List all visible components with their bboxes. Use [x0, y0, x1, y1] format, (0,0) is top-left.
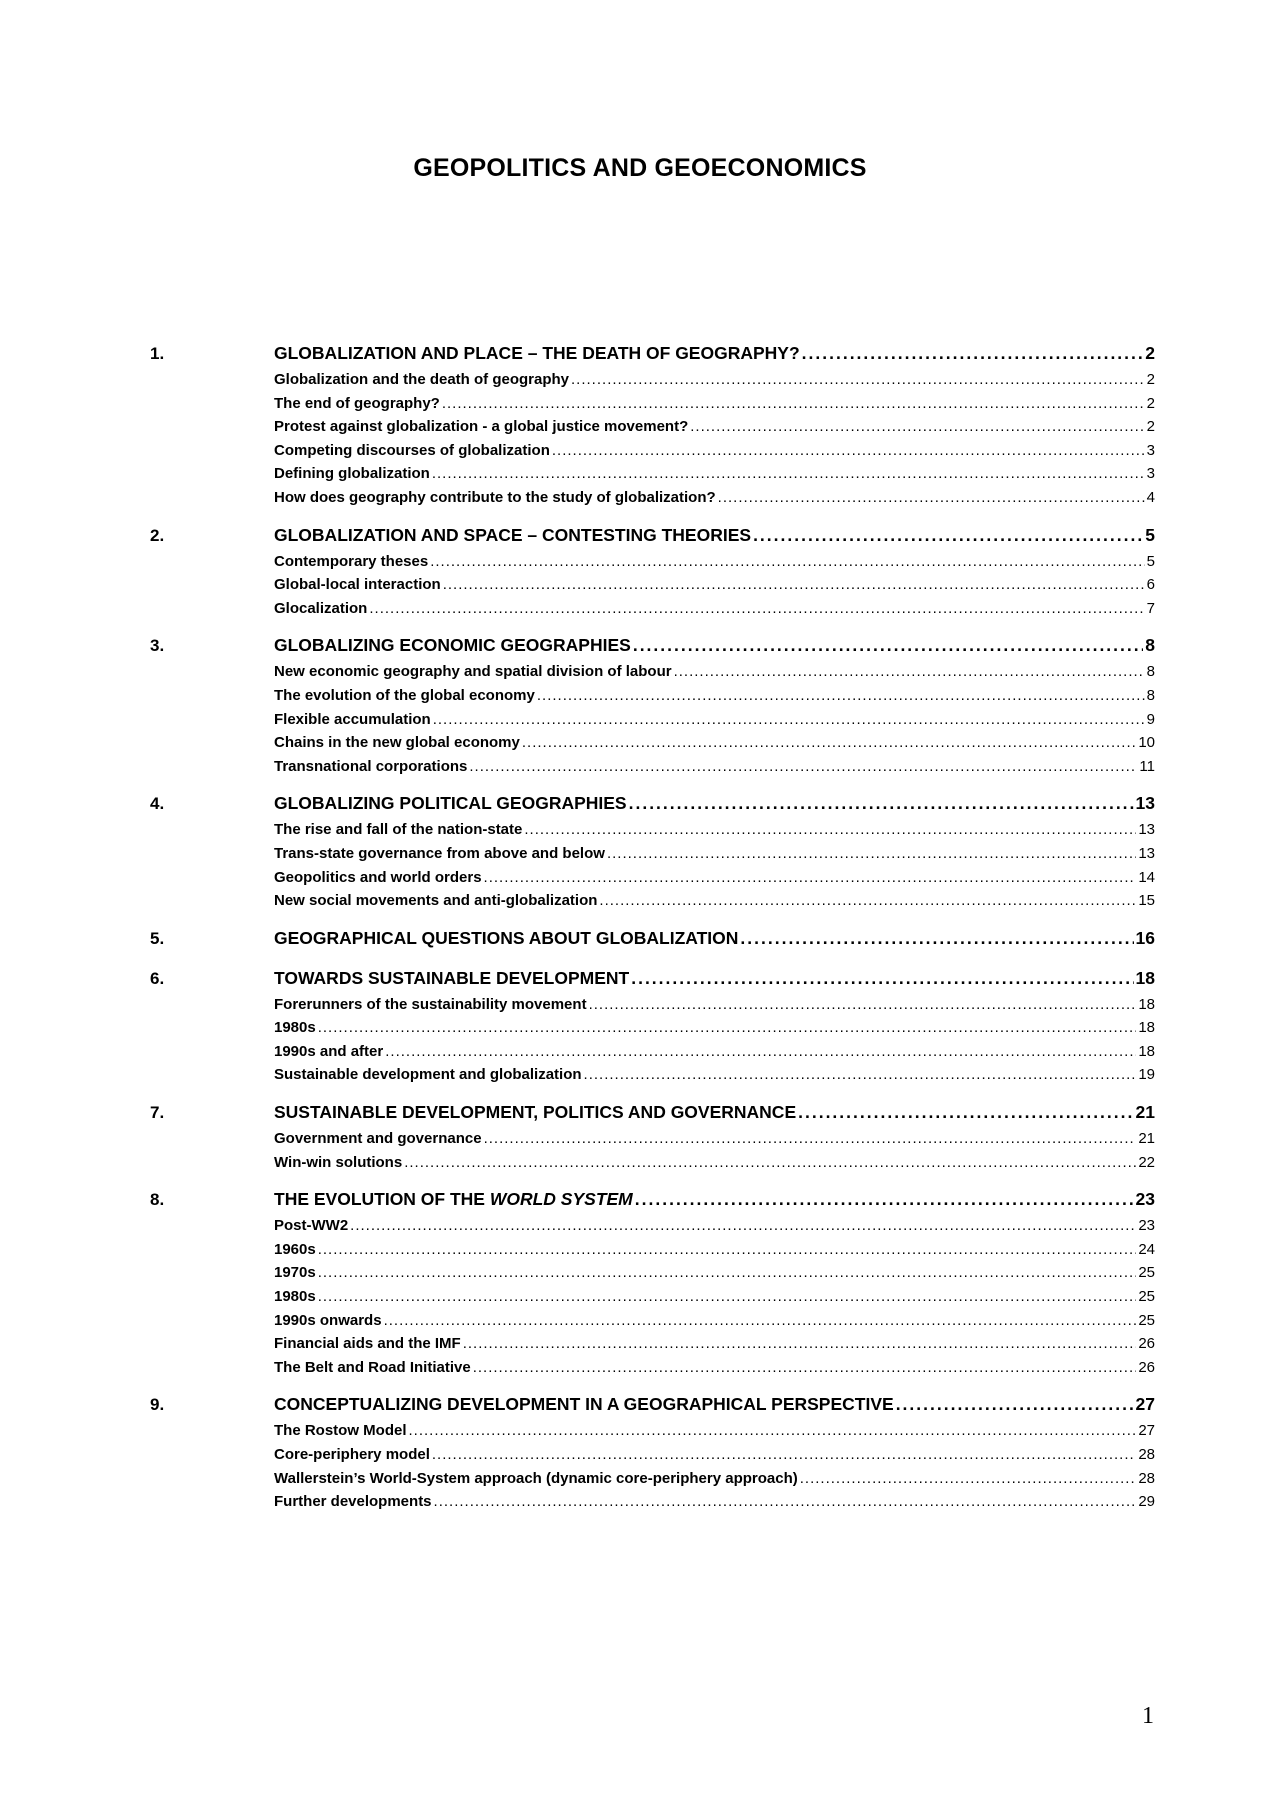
toc-subsection-entry[interactable]	[150, 869, 1155, 893]
subsection-title: 1990s onwards	[274, 1311, 382, 1329]
chapter-title-text: GEOGRAPHICAL QUESTIONS ABOUT GLOBALIZATION	[274, 927, 739, 948]
subsection-title: Globalization and the death of geography	[274, 371, 570, 388]
toc-subsection-entry[interactable]	[150, 418, 1155, 442]
dot-leader	[802, 343, 1144, 364]
page-number: 1	[1142, 1703, 1154, 1729]
subsection-title: The rise and fall of the nation-state	[274, 821, 523, 839]
subsection-page-number: 28	[1138, 1469, 1155, 1487]
subsection-title: The Belt and Road Initiative	[274, 1358, 471, 1376]
chapter-title	[274, 928, 738, 949]
chapter-title-italic: WORLD SYSTEM	[489, 1189, 633, 1210]
subsection-title: 1990s and after	[274, 1042, 384, 1060]
dot-leader	[433, 711, 1145, 728]
toc-subsection-entry[interactable]	[150, 711, 1155, 735]
dot-leader	[318, 1241, 1137, 1258]
subsection-title: New economic geography and spatial division of labour	[274, 663, 672, 681]
dot-leader	[607, 845, 1136, 862]
chapter-page-number: 2	[1145, 343, 1155, 363]
subsection-page-number: 18	[1138, 1042, 1155, 1060]
subsection-title: Post-WW2	[274, 1217, 349, 1235]
dot-leader	[798, 1102, 1133, 1123]
toc-subsection-entry[interactable]	[150, 442, 1155, 466]
toc-subsection-entry[interactable]	[150, 687, 1155, 711]
toc-section	[150, 1394, 1155, 1516]
dot-leader	[318, 1288, 1137, 1305]
chapter-title	[274, 525, 751, 546]
dot-leader	[522, 734, 1136, 751]
subsection-page-number: 21	[1138, 1130, 1155, 1148]
toc-section	[150, 1102, 1155, 1177]
subsection-page-number: 10	[1138, 734, 1155, 752]
subsection-title: The Rostow Model	[274, 1422, 407, 1440]
subsection-page-number: 25	[1138, 1264, 1155, 1282]
subsection-page-number: 3	[1146, 465, 1155, 483]
toc-subsection-entry[interactable]	[150, 553, 1155, 577]
toc-subsection-entry[interactable]	[150, 600, 1155, 624]
subsection-page-number: 7	[1146, 599, 1155, 617]
toc-subsection-entry[interactable]	[150, 758, 1155, 782]
chapter-number: 8.	[150, 1190, 165, 1210]
subsection-title: How does geography contribute to the study of globalization?	[274, 488, 716, 506]
chapter-title-text: CONCEPTUALIZING DEVELOPMENT IN A GEOGRAPHICAL PERSPECTIVE	[274, 1394, 894, 1415]
subsection-page-number: 8	[1146, 663, 1155, 681]
toc-subsection-entry[interactable]	[150, 845, 1155, 869]
dot-leader	[524, 821, 1136, 838]
chapter-number: 1.	[150, 344, 165, 363]
toc-subsection-entry[interactable]	[150, 1470, 1155, 1494]
toc-subsection-entry[interactable]	[150, 1446, 1155, 1470]
chapter-title-text: SUSTAINABLE DEVELOPMENT, POLITICS AND GOVERNANCE	[274, 1102, 797, 1123]
toc-subsection-entry[interactable]	[150, 1493, 1155, 1517]
chapter-title	[274, 968, 629, 989]
subsection-page-number: 25	[1138, 1288, 1155, 1306]
subsection-page-number: 14	[1138, 868, 1155, 886]
dot-leader	[690, 418, 1144, 435]
toc-subsection-entry[interactable]	[150, 663, 1155, 687]
subsection-page-number: 2	[1146, 418, 1155, 436]
chapter-page-number: 13	[1135, 793, 1155, 814]
dot-leader	[384, 1312, 1137, 1329]
chapter-number: 3.	[150, 636, 165, 656]
dot-leader	[318, 1019, 1137, 1036]
chapter-page-number: 23	[1135, 1189, 1155, 1210]
subsection-title: Geopolitics and world orders	[274, 868, 482, 886]
dot-leader	[599, 892, 1136, 909]
dot-leader	[369, 600, 1144, 617]
toc-subsection-entry[interactable]	[150, 395, 1155, 419]
toc-chapter-entry[interactable]	[150, 525, 1155, 553]
dot-leader	[484, 1130, 1137, 1147]
toc-subsection-entry[interactable]	[150, 1359, 1155, 1383]
toc-subsection-entry[interactable]	[150, 892, 1155, 916]
subsection-page-number: 2	[1146, 371, 1155, 388]
subsection-title: Glocalization	[274, 599, 368, 617]
toc-subsection-entry[interactable]	[150, 489, 1155, 513]
subsection-title: Wallerstein’s World-System approach (dynamic core-periphery approach)	[274, 1469, 798, 1487]
toc-subsection-entry[interactable]	[150, 1066, 1155, 1090]
subsection-page-number: 28	[1138, 1446, 1155, 1463]
toc-chapter-entry[interactable]	[150, 635, 1155, 663]
dot-leader	[740, 928, 1133, 949]
toc-subsection-entry[interactable]	[150, 1241, 1155, 1265]
chapter-number: 5.	[150, 928, 165, 948]
toc-subsection-entry[interactable]	[150, 1288, 1155, 1312]
subsection-title: Forerunners of the sustainability movement	[274, 995, 587, 1013]
dot-leader	[434, 1493, 1137, 1510]
dot-leader	[800, 1470, 1137, 1487]
dot-leader	[484, 869, 1137, 886]
dot-leader	[753, 525, 1143, 546]
chapter-title	[274, 343, 800, 364]
subsection-title: The end of geography?	[274, 394, 440, 412]
toc-chapter-entry[interactable]	[150, 343, 1155, 371]
subsection-page-number: 8	[1146, 686, 1155, 704]
chapter-title	[274, 1394, 894, 1415]
subsection-page-number: 11	[1139, 757, 1155, 775]
dot-leader	[409, 1422, 1137, 1439]
dot-leader	[318, 1264, 1137, 1281]
subsection-title: 1980s	[274, 1288, 316, 1306]
toc-section	[150, 1189, 1155, 1382]
subsection-page-number: 27	[1138, 1422, 1155, 1440]
subsection-page-number: 9	[1146, 710, 1155, 728]
toc-section	[150, 968, 1155, 1090]
chapter-number: 4.	[150, 794, 165, 814]
subsection-title: 1980s	[274, 1019, 316, 1037]
subsection-title: Financial aids and the IMF	[274, 1335, 461, 1353]
subsection-page-number: 23	[1138, 1217, 1155, 1235]
toc-subsection-entry[interactable]	[150, 1043, 1155, 1067]
toc-subsection-entry[interactable]	[150, 1217, 1155, 1241]
toc-chapter-entry[interactable]	[150, 793, 1155, 821]
toc-chapter-entry[interactable]	[150, 1394, 1155, 1422]
subsection-title: Defining globalization	[274, 465, 430, 483]
chapter-title-text: GLOBALIZING POLITICAL GEOGRAPHIES	[274, 793, 627, 814]
subsection-title: Core-periphery model	[274, 1446, 430, 1463]
chapter-title	[274, 635, 631, 656]
dot-leader	[589, 996, 1137, 1013]
subsection-page-number: 22	[1138, 1153, 1155, 1171]
chapter-number: 7.	[150, 1103, 165, 1123]
dot-leader	[896, 1394, 1134, 1415]
subsection-page-number: 15	[1138, 892, 1155, 910]
dot-leader	[674, 663, 1145, 680]
subsection-title: Competing discourses of globalization	[274, 441, 550, 459]
dot-leader	[631, 968, 1133, 989]
subsection-title: Chains in the new global economy	[274, 734, 520, 752]
subsection-page-number: 29	[1138, 1493, 1155, 1511]
dot-leader	[552, 442, 1145, 459]
chapter-title	[274, 1189, 633, 1210]
subsection-title: Trans-state governance from above and below	[274, 844, 605, 862]
subsection-title: Government and governance	[274, 1130, 482, 1148]
table-of-contents	[150, 343, 1155, 1529]
toc-chapter-entry[interactable]	[150, 928, 1155, 956]
chapter-title-text: GLOBALIZATION AND SPACE – CONTESTING THEORIES	[274, 524, 752, 545]
chapter-page-number: 27	[1135, 1394, 1155, 1415]
dot-leader	[430, 553, 1144, 570]
dot-leader	[718, 489, 1145, 506]
subsection-page-number: 24	[1138, 1240, 1155, 1258]
chapter-title-text: GLOBALIZATION AND PLACE – THE DEATH OF GEOGRAPHY?	[274, 343, 800, 363]
subsection-page-number: 6	[1146, 576, 1155, 594]
dot-leader	[473, 1359, 1137, 1376]
toc-subsection-entry[interactable]	[150, 1154, 1155, 1178]
toc-subsection-entry[interactable]	[150, 734, 1155, 758]
subsection-page-number: 13	[1138, 821, 1155, 839]
chapter-title	[274, 793, 627, 814]
chapter-page-number: 8	[1145, 635, 1155, 656]
chapter-number: 6.	[150, 968, 165, 988]
dot-leader	[633, 635, 1143, 656]
chapter-title-text: TOWARDS SUSTAINABLE DEVELOPMENT	[274, 967, 630, 988]
chapter-title-text: GLOBALIZING ECONOMIC GEOGRAPHIES	[274, 635, 631, 656]
chapter-title-text: THE EVOLUTION OF THE	[274, 1189, 490, 1210]
dot-leader	[635, 1189, 1134, 1210]
chapter-title	[274, 1102, 796, 1123]
subsection-page-number: 19	[1138, 1066, 1155, 1084]
subsection-title: Flexible accumulation	[274, 710, 431, 728]
chapter-page-number: 21	[1135, 1102, 1155, 1123]
subsection-title: 1960s	[274, 1240, 316, 1258]
subsection-page-number: 2	[1146, 394, 1155, 412]
toc-section	[150, 525, 1155, 624]
toc-chapter-entry[interactable]	[150, 1189, 1155, 1217]
subsection-title: Transnational corporations	[274, 757, 468, 775]
chapter-page-number: 16	[1135, 927, 1155, 948]
subsection-title: The evolution of the global economy	[274, 686, 535, 704]
dot-leader	[463, 1335, 1137, 1352]
toc-section	[150, 793, 1155, 915]
subsection-title: Contemporary theses	[274, 552, 429, 570]
subsection-page-number: 4	[1146, 488, 1155, 506]
dot-leader	[432, 465, 1145, 482]
subsection-page-number: 18	[1138, 995, 1155, 1013]
subsection-title: Protest against globalization - a global justice movement?	[274, 418, 689, 436]
toc-section	[150, 635, 1155, 781]
toc-subsection-entry[interactable]	[150, 1130, 1155, 1154]
dot-leader	[571, 371, 1145, 388]
subsection-title: Sustainable development and globalization	[274, 1066, 582, 1084]
subsection-title: Global-local interaction	[274, 576, 441, 594]
subsection-title: 1970s	[274, 1264, 316, 1282]
dot-leader	[629, 793, 1134, 814]
dot-leader	[404, 1154, 1136, 1171]
subsection-page-number: 26	[1138, 1358, 1155, 1376]
toc-subsection-entry[interactable]	[150, 576, 1155, 600]
toc-subsection-entry[interactable]	[150, 1264, 1155, 1288]
toc-subsection-entry[interactable]	[150, 821, 1155, 845]
dot-leader	[350, 1217, 1136, 1234]
toc-subsection-entry[interactable]	[150, 1019, 1155, 1043]
toc-chapter-entry[interactable]	[150, 1102, 1155, 1130]
subsection-page-number: 25	[1138, 1311, 1155, 1329]
toc-subsection-entry[interactable]	[150, 1335, 1155, 1359]
toc-subsection-entry[interactable]	[150, 371, 1155, 395]
toc-section	[150, 343, 1155, 513]
toc-subsection-entry[interactable]	[150, 996, 1155, 1020]
dot-leader	[385, 1043, 1136, 1060]
subsection-title: Further developments	[274, 1493, 432, 1511]
subsection-page-number: 3	[1146, 441, 1155, 459]
toc-chapter-entry[interactable]	[150, 968, 1155, 996]
toc-subsection-entry[interactable]	[150, 1312, 1155, 1336]
subsection-title: New social movements and anti-globalization	[274, 892, 598, 910]
subsection-title: Win-win solutions	[274, 1153, 403, 1171]
document-title: GEOPOLITICS AND GEOECONOMICS	[413, 154, 867, 182]
dot-leader	[537, 687, 1145, 704]
dot-leader	[432, 1446, 1136, 1463]
chapter-page-number: 5	[1145, 524, 1155, 545]
dot-leader	[442, 395, 1145, 412]
toc-subsection-entry[interactable]	[150, 465, 1155, 489]
toc-subsection-entry[interactable]	[150, 1422, 1155, 1446]
toc-section	[150, 928, 1155, 956]
subsection-page-number: 5	[1146, 552, 1155, 570]
chapter-number: 2.	[150, 525, 165, 545]
subsection-page-number: 26	[1138, 1335, 1155, 1353]
dot-leader	[443, 576, 1145, 593]
subsection-page-number: 13	[1138, 844, 1155, 862]
chapter-page-number: 18	[1135, 967, 1155, 988]
dot-leader	[469, 758, 1137, 775]
subsection-page-number: 18	[1138, 1019, 1155, 1037]
chapter-number: 9.	[150, 1395, 165, 1415]
dot-leader	[584, 1066, 1137, 1083]
